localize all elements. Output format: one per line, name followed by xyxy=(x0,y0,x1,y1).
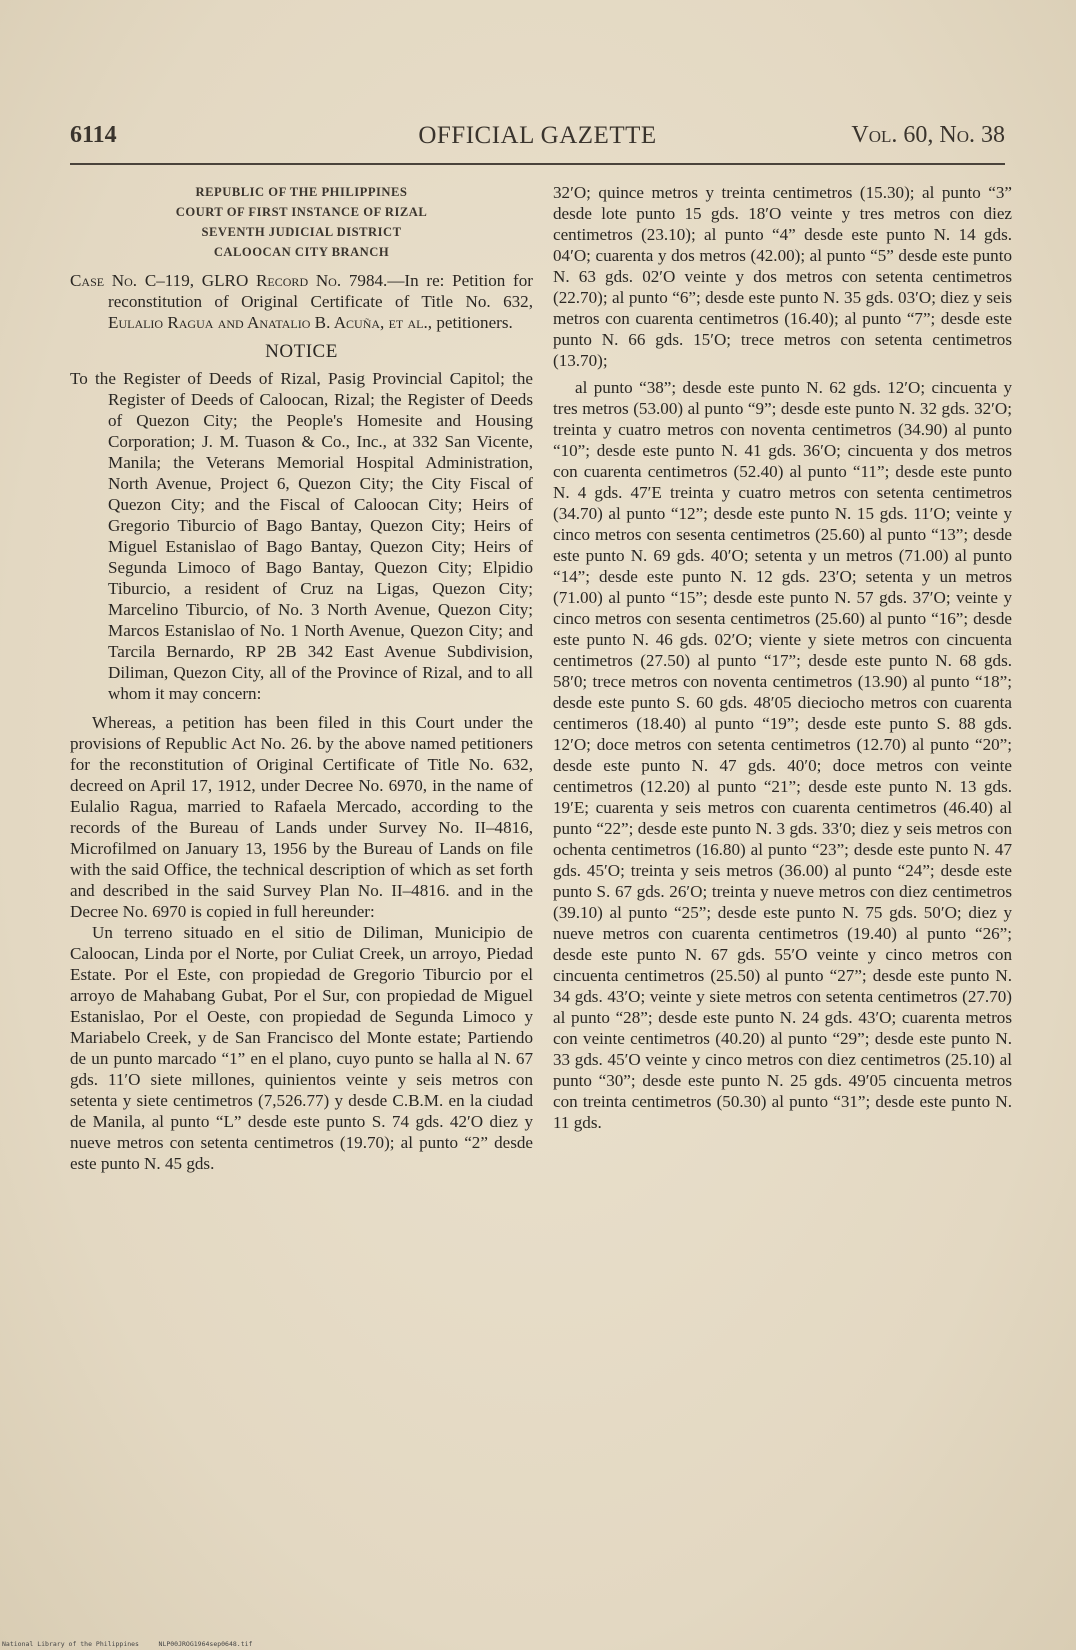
whereas-paragraph: Whereas, a petition has been filed in this Court under the provisions of Republic Act No. 26. by the above named petitioners for the reconstitution of Original Certificate of Title No. 632, decreed on April 17, 1912, under Decree No. 6970, in the name of Eulalio Ragua, married to Rafaela Mercado, according to the records of the Bureau of Lands under Survey No. II–4816, Microfilmed on January 13, 1956 by the Bureau of Lands on file with the said Office, the technical description of which as set forth and described in the said Survey Plan No. II–4816. and in the Decree No. 6970 is copied in full hereunder: xyxy=(70,713,533,921)
publication-title: OFFICIAL GAZETTE xyxy=(418,122,657,149)
technical-description: Un terreno situado en el sitio de Diliman, Municipio de Caloocan, Linda por el Norte, por Culiat Creek, un arroyo, Piedad Estate. Por el Este, con propiedad de Gregorio Tiburcio por el arroyo de Mahabang Gubat, Por el Sur, con propiedad de Miguel Estanislao, Por el Oeste, con propiedad de Segunda Limoco y Mariabelo Creek, y de San Francisco del Monte estate; Partiendo de un punto marcado “1” en el plano, cuyo punto se halla al N. 67 gds. 11′O siete millones, quinientos veinte y seis metros con setenta y siete centimetros (7,526.77) y desde C.B.M. en la ciudad de Manila, al punto “L” desde este punto S. 74 gds. 42′O diez y nueve metros con setenta centimetros (19.70); al punto “2” desde este punto N. 45 gds. xyxy=(70,923,533,1173)
technical-description-continued: 32′O; quince metros y treinta centimetros (15.30); al punto “3” desde lote punto 15 gds. 18′O veinte y tres metros con diez centimetros (23.10); al punto “4” desde este punto N. 14 gds. 04′O; cuarenta y dos metros (42.00); al punto “5” desde este punto N. 63 gds. 02′O veinte y dos metros con setenta centimetros (22.70); al punto “6”; desde este punto N. 35 gds. 03′O; diez y seis metros con cuarenta centimetros (16.40); al punto “7”; desde este punto N. 66 gds. 15′O; trece metros con setenta centimetros (13.70); xyxy=(553,183,1012,370)
notice-address: To the Register of Deeds of Rizal, Pasig Provincial Capitol; the Register of Deeds of Caloocan, Rizal; the Register of Deeds of Quezon City; the People's Homesite and Housing Corporation; J. M. Tuason & Co., Inc., at 332 San Vicente, Manila; the Veterans Memorial Hospital Administration, North Avenue, Project 6, Quezon City; the City Fiscal of Quezon City; and the Fiscal of Caloocan City; Heirs of Gregorio Tiburcio of Bago Bantay, Quezon City; Heirs of Miguel Estanislao of Bago Bantay, Quezon City; Heirs of Segunda Limoco of Bago Bantay, Quezon City; Elpidio Tiburcio, a resident of Cruz na Ligas, Quezon City; Marcelino Tiburcio, of No. 3 North Avenue, Quezon City; Marcos Estanislao of No. 1 North Avenue, Quezon City; and Tarcila Bernardo, RP 2B 342 East Avenue Subdivision, Diliman, Quezon City, all of the Province of Rizal, and to all whom it may concern: xyxy=(70,369,533,703)
technical-description-continued: al punto “38”; desde este punto N. 62 gds. 12′O; cincuenta y tres metros (53.00) al punto “9”; desde este punto N. 32 gds. 32′O; treinta y cuatro metros con noventa centimetros (34.90) al punto “10”; desde este punto N. 41 gds. 36′O; cincuenta y dos metros con cuarenta centimetros (52.40) al punto “11”; desde este punto N. 4 gds. 47′E treinta y cuatro metros con setenta centimetros (34.70) al punto “12”; desde este punto N. 15 gds. 11′O; veinte y cinco metros con sesenta centimetros (25.60) al punto “13”; desde este punto N. 69 gds. 40′O; setenta y un metros (71.00) al punto “14”; desde este punto N. 12 gds. 23′O; setenta y un metros (71.00) al punto “15”; desde este punto N. 57 gds. 37′O; veinte y cinco metros con sesenta centimetros (25.60) al punto “16”; desde este punto N. 46 gds. 02′O; viente y siete metros con cincuenta centimetros (27.50) al punto “17”; desde este punto N. 68 gds. 58′0; trece metros con noventa centimetros (13.90) al punto “18”; desde este punto S. 60 gds. 48′05 dieciocho metros con cuarenta centimeros (18.40) al punto “19”; desde este punto S. 88 gds. 12′O; doce metros con setenta centimetros (12.70) al punto “20”; desde este punto N. 47 gds. 40′0; doce metros con veinte centimetros (12.20) al punto “21”; desde este punto N. 13 gds. 19′E; cuarenta y seis metros con cuarenta centimetros (46.40) al punto “22”; desde este punto N. 3 gds. 33′0; diez y seis metros con ochenta centimetros (16.80) al punto “23”; desde este punto N. 47 gds. 45′O; treinta y seis metros (36.00) al punto “24”; desde este punto S. 67 gds. 26′O; treinta y nueve metros con diez centimetros (39.10) al punto “25”; desde este punto N. 75 gds. 50′O; diez y nueve metros con cuarenta centimetros (19.40) al punto “26”; desde este punto N. 67 gds. 55′O veinte y cinco metros con cincuenta centimetros (25.50) al punto “27”; desde este punto N. 34 gds. 43′O; veinte y siete metros con setenta centimetros (27.70) al punto “28”; desde este punto N. 24 gds. 43′O; cuarenta metros con veinte centimetros (40.20) al punto “29”; desde este punto N. 33 gds. 45′O veinte y cinco metros con diez centimetros (25.10) al punto “30”; desde este punto N. 25 gds. 49′05 cincuenta metros con treinta centimetros (50.30) al punto “31”; desde este punto N. 11 gds. xyxy=(553,378,1012,1132)
case-tail: , petitioners. xyxy=(427,313,513,332)
case-body: —In re: Petition for reconstitution of Original Certificate of Title No. 632, xyxy=(108,271,533,311)
left-column xyxy=(70,182,533,1174)
header-rule xyxy=(70,163,1005,165)
court-caption xyxy=(70,182,533,262)
caption-line: REPUBLIC OF THE PHILIPPINES xyxy=(195,185,408,199)
case-petitioners: Eulalio Ragua and Anatalio B. Acuña, et al. xyxy=(108,313,428,332)
case-number: Case No. C–119, GLRO Record No. 7984. xyxy=(70,271,388,290)
page-number: 6114 xyxy=(70,122,117,148)
page-header xyxy=(70,118,1005,152)
caption-line: SEVENTH JUDICIAL DISTRICT xyxy=(201,225,402,239)
case-heading xyxy=(70,270,533,333)
right-column xyxy=(553,182,1012,1133)
caption-line: CALOOCAN CITY BRANCH xyxy=(213,245,390,259)
volume-number: Vol. 60, No. 38 xyxy=(851,122,1005,148)
scan-footer: National Library of the Philippines NLP00JROG1964sep0648.tif xyxy=(2,1640,253,1648)
notice-title: NOTICE xyxy=(265,341,338,362)
caption-line: COURT OF FIRST INSTANCE OF RIZAL xyxy=(175,205,428,219)
